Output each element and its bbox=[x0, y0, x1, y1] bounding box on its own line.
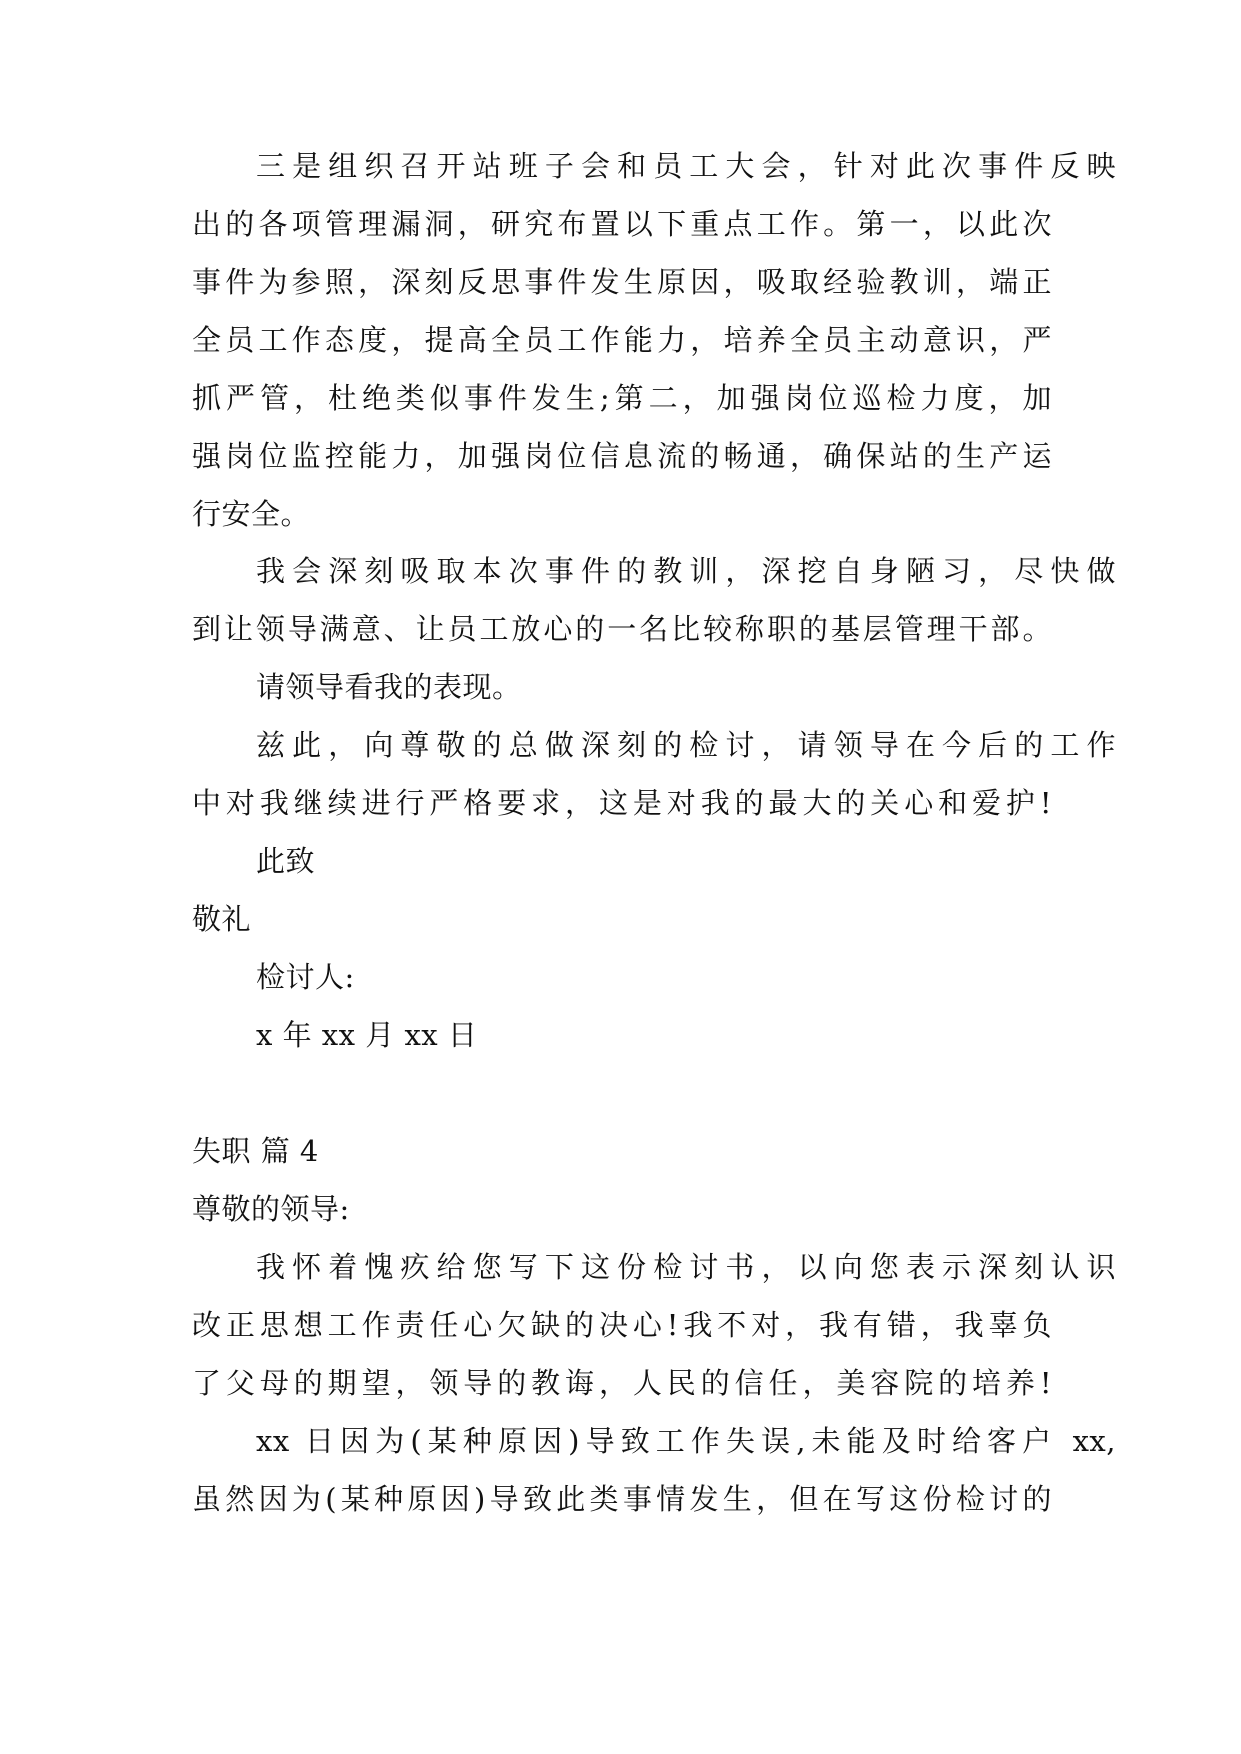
signer-label: 检讨人: bbox=[256, 960, 355, 994]
paragraph-line: 事件为参照，深刻反思事件发生原因，吸取经验教训，端正 bbox=[192, 265, 1052, 299]
paragraph-line: 虽然因为(某种原因)导致此类事情发生，但在写这份检讨的 bbox=[192, 1482, 1052, 1516]
paragraph-line: 兹此，向尊敬的总做深刻的检讨，请领导在今后的工作 bbox=[256, 728, 1116, 762]
paragraph-line: 三是组织召开站班子会和员工大会，针对此次事件反映 bbox=[256, 149, 1116, 183]
paragraph-line: 强岗位监控能力，加强岗位信息流的畅通，确保站的生产运 bbox=[192, 439, 1052, 473]
paragraph-line: 我怀着愧疚给您写下这份检讨书，以向您表示深刻认识 bbox=[256, 1250, 1116, 1284]
paragraph-line: 全员工作态度，提高全员工作能力，培养全员主动意识，严 bbox=[192, 323, 1052, 357]
date-line: x 年 xx 月 xx 日 bbox=[256, 1018, 478, 1052]
paragraph-line: 我会深刻吸取本次事件的教训，深挖自身陋习，尽快做 bbox=[256, 554, 1116, 588]
closing-regards: 敬礼 bbox=[192, 902, 252, 936]
paragraph-line: 行安全。 bbox=[192, 497, 311, 531]
paragraph-line: 出的各项管理漏洞，研究布置以下重点工作。第一，以此次 bbox=[192, 207, 1052, 241]
paragraph-line: 到让领导满意、让员工放心的一名比较称职的基层管理干部。 bbox=[192, 612, 1052, 646]
closing-salutation: 此致 bbox=[256, 844, 316, 878]
greeting: 尊敬的领导: bbox=[192, 1192, 350, 1226]
paragraph-line: 了父母的期望，领导的教诲，人民的信任，美容院的培养! bbox=[192, 1366, 1052, 1400]
paragraph-line: 改正思想工作责任心欠缺的决心!我不对，我有错，我辜负 bbox=[192, 1308, 1052, 1342]
paragraph-line: xx 日因为(某种原因)导致工作失误,未能及时给客户 xx, bbox=[256, 1424, 1116, 1458]
paragraph-line: 中对我继续进行严格要求，这是对我的最大的关心和爱护! bbox=[192, 786, 1052, 820]
paragraph-line: 请领导看我的表现。 bbox=[256, 670, 522, 704]
paragraph-line: 抓严管，杜绝类似事件发生;第二，加强岗位巡检力度，加 bbox=[192, 381, 1052, 415]
section-heading: 失职 篇 4 bbox=[192, 1134, 319, 1168]
